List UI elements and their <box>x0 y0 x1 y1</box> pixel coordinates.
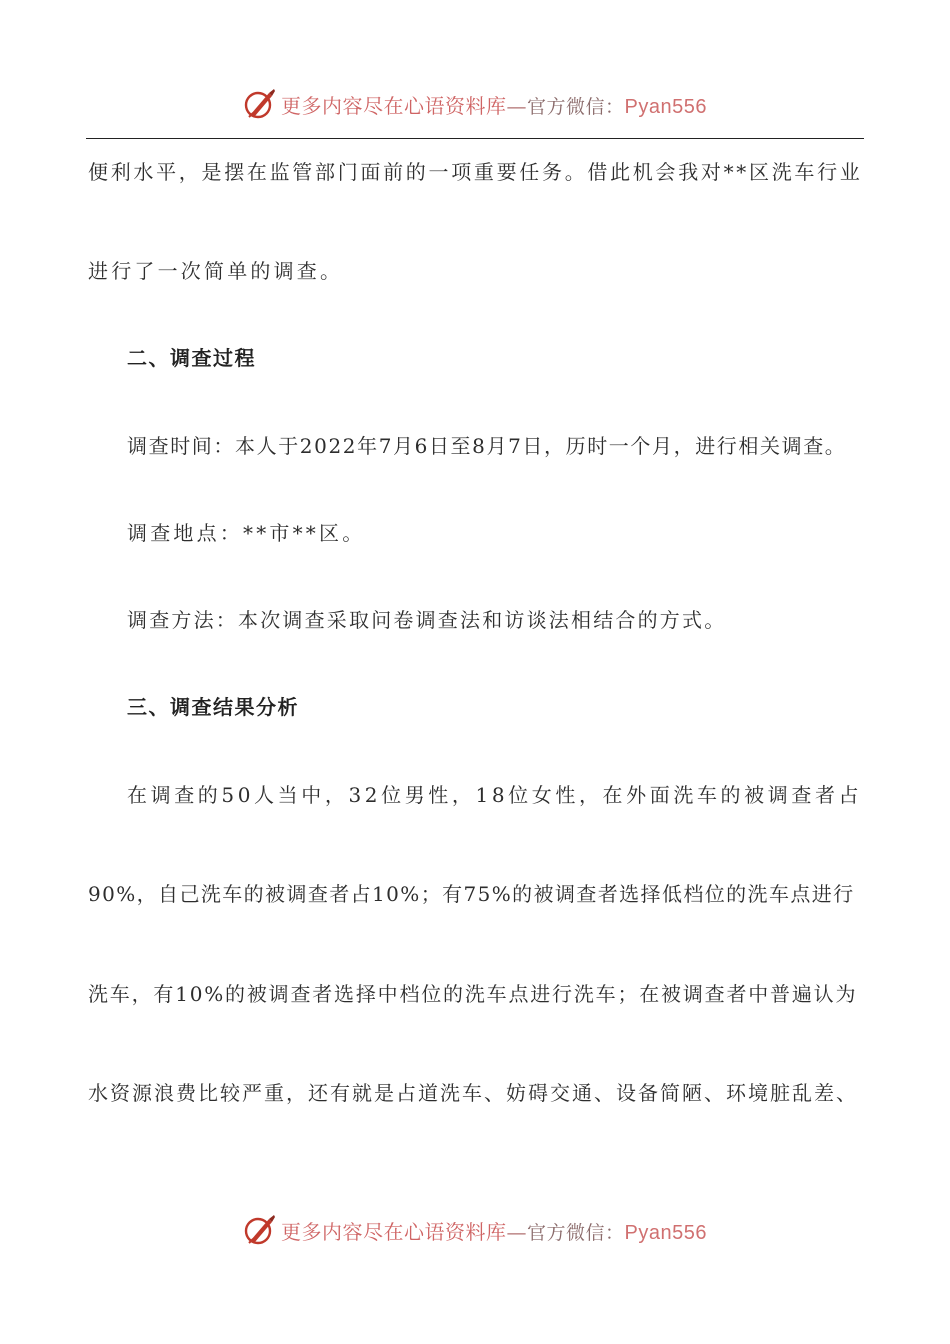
header-dash: — <box>506 93 527 118</box>
footer-wechat-label: 官方微信： <box>527 1221 625 1244</box>
footer-dash: — <box>506 1219 527 1244</box>
survey-time: 调查时间：本人于2022年7月6日至8月7日，历时一个月，进行相关调查。 <box>127 434 847 458</box>
paragraph-3-line-2: 90%，自己洗车的被调查者占10%；有75%的被调查者选择低档位的洗车点进行 <box>88 882 855 906</box>
paragraph-3-line-3: 洗车，有10%的被调查者选择中档位的洗车点进行洗车；在被调查者中普遍认为 <box>88 982 858 1006</box>
footer-banner <box>0 1208 950 1252</box>
quill-pen-logo-icon <box>243 87 277 121</box>
section-heading-2: 二、调查过程 <box>127 346 256 370</box>
footer-banner-text <box>281 1216 707 1245</box>
footer-brand: 更多内容尽在心语资料库 <box>281 1219 507 1244</box>
quill-pen-logo-icon <box>243 1213 277 1247</box>
header-wechat-label: 官方微信： <box>527 95 625 118</box>
section-heading-3: 三、调查结果分析 <box>127 695 299 719</box>
header-wechat-id: Pyan556 <box>624 95 707 118</box>
paragraph-1-line-2: 进行了一次简单的调查。 <box>88 259 344 283</box>
paragraph-1-line-1-text: 便利水平，是摆在监管部门面前的一项重要任务。借此机会我对**区洗车行业 <box>88 160 863 184</box>
paragraph-1-line-1 <box>88 160 864 184</box>
survey-method: 调查方法：本次调查采取问卷调查法和访谈法相结合的方式。 <box>127 608 727 632</box>
paragraph-3-line-1: 在调查的50人当中，32位男性，18位女性，在外面洗车的被调查者占 <box>127 783 863 807</box>
survey-place: 调查地点：**市**区。 <box>127 521 366 545</box>
header-divider <box>86 138 864 139</box>
header-banner-text <box>281 90 707 119</box>
footer-wechat-id: Pyan556 <box>624 1221 707 1244</box>
header-brand: 更多内容尽在心语资料库 <box>281 93 507 118</box>
paragraph-3-line-4: 水资源浪费比较严重，还有就是占道洗车、妨碍交通、设备简陋、环境脏乱差、 <box>88 1081 858 1105</box>
header-banner <box>0 82 950 126</box>
